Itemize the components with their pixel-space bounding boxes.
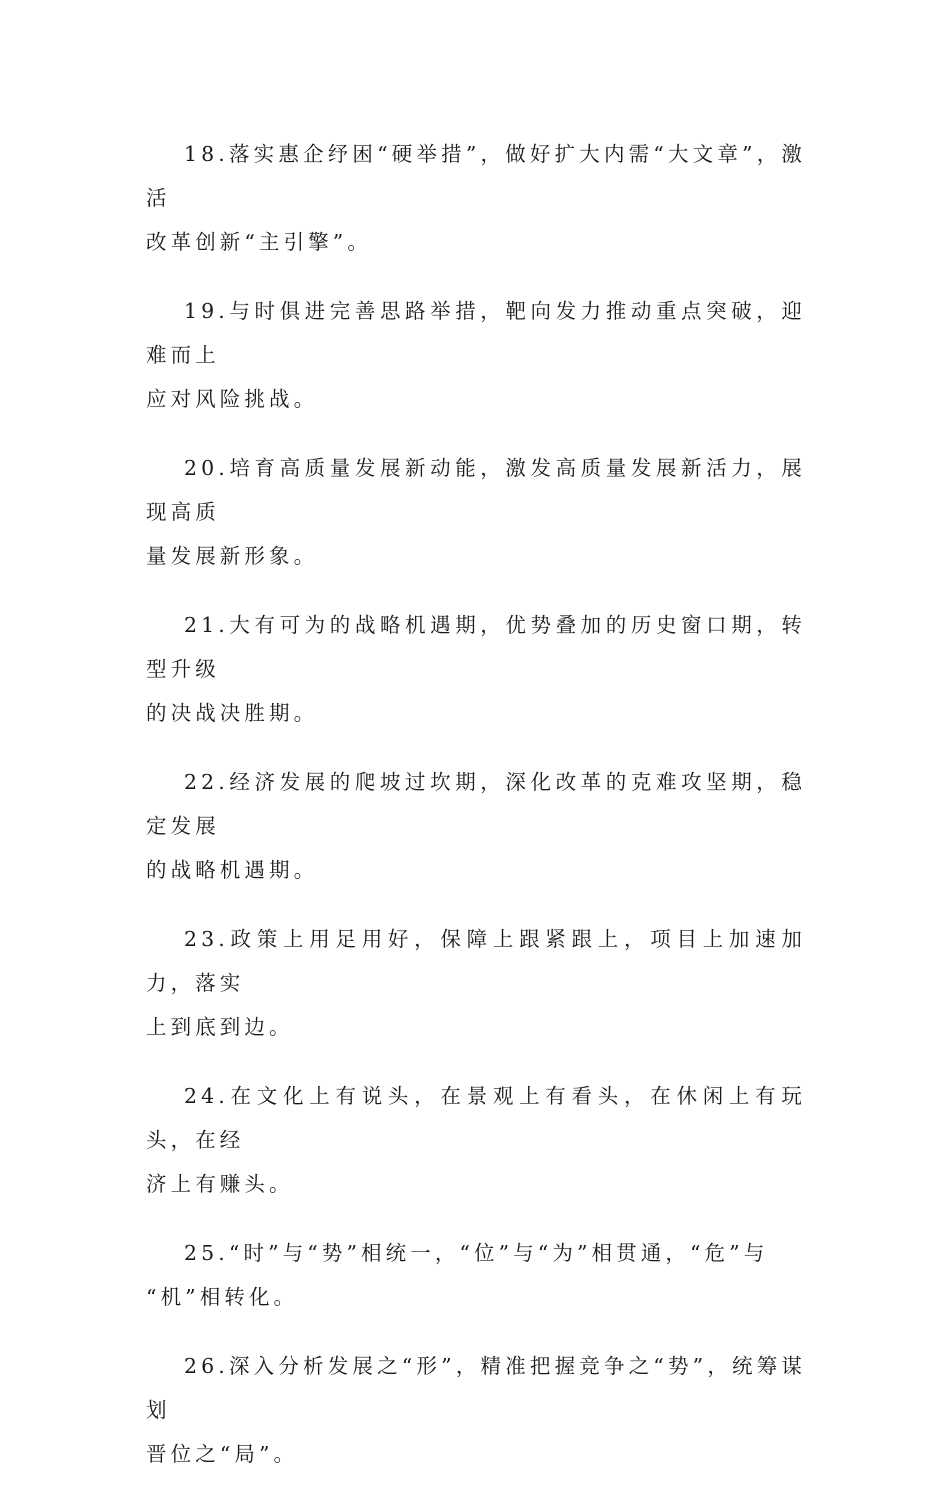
paragraph-line: 晋位之“局”。 bbox=[146, 1442, 299, 1466]
paragraph-line: 18.落实惠企纾困“硬举措”，做好扩大内需“大文章”，激活 bbox=[146, 142, 806, 210]
paragraph-line: 21.大有可为的战略机遇期，优势叠加的历史窗口期，转型升级 bbox=[146, 613, 806, 681]
paragraph-21 bbox=[146, 603, 806, 735]
paragraph-line: 25.“时”与“势”相统一，“位”与“为”相贯通，“危”与 bbox=[184, 1241, 769, 1265]
paragraph-18 bbox=[146, 132, 806, 264]
paragraph-line: 的战略机遇期。 bbox=[146, 858, 319, 882]
paragraph-19 bbox=[146, 289, 806, 421]
paragraph-26 bbox=[146, 1344, 806, 1476]
paragraph-line: 19.与时俱进完善思路举措，靶向发力推动重点突破，迎难而上 bbox=[146, 299, 806, 367]
paragraph-line: 应对风险挑战。 bbox=[146, 387, 319, 411]
paragraph-24 bbox=[146, 1074, 806, 1206]
paragraph-line: 23.政策上用足用好，保障上跟紧跟上，项目上加速加力，落实 bbox=[146, 927, 806, 995]
paragraph-line: 20.培育高质量发展新动能，激发高质量发展新活力，展现高质 bbox=[146, 456, 806, 524]
paragraph-line: 上到底到边。 bbox=[146, 1015, 294, 1039]
document-body bbox=[146, 132, 806, 1501]
paragraph-22 bbox=[146, 760, 806, 892]
paragraph-line: 24.在文化上有说头，在景观上有看头，在休闲上有玩头，在经 bbox=[146, 1084, 806, 1152]
paragraph-line: “机”相转化。 bbox=[146, 1285, 299, 1309]
paragraph-line: 改革创新“主引擎”。 bbox=[146, 230, 372, 254]
paragraph-20 bbox=[146, 446, 806, 578]
paragraph-line: 26.深入分析发展之“形”，精准把握竞争之“势”，统筹谋划 bbox=[146, 1354, 806, 1422]
paragraph-25 bbox=[146, 1231, 806, 1319]
paragraph-23 bbox=[146, 917, 806, 1049]
paragraph-line: 22.经济发展的爬坡过坎期，深化改革的克难攻坚期，稳定发展 bbox=[146, 770, 806, 838]
paragraph-line: 量发展新形象。 bbox=[146, 544, 319, 568]
paragraph-line: 的决战决胜期。 bbox=[146, 701, 319, 725]
paragraph-line: 济上有赚头。 bbox=[146, 1172, 294, 1196]
